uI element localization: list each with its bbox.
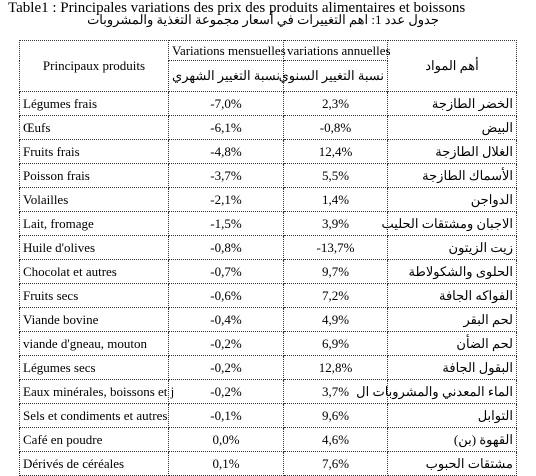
monthly-variation: 0,1% [169,452,284,476]
product-name-fr: Fruits frais [20,140,169,164]
annual-variation: 5,5% [284,164,388,188]
price-variations-table [19,40,517,476]
product-name-ar: زيت الزيتون [388,236,517,260]
monthly-variation: -7,0% [169,92,284,116]
table-body [20,92,517,476]
product-name-ar: القهوة (بن) [388,428,517,452]
monthly-variation: -0,6% [169,284,284,308]
header-row-top [20,41,517,61]
product-name-fr: Légumes secs [20,356,169,380]
annual-variation: 4,6% [284,428,388,452]
table-subtitle-arabic: جدول عدد 1: اهم التغييرات في أسعار مجموعة التغذية والمشروبات [87,12,439,27]
product-name-fr: Café en poudre [20,428,169,452]
annual-variation: 6,9% [284,332,388,356]
product-name-ar: التوابل [388,404,517,428]
header-products-fr: Principaux produits [20,41,169,92]
product-name-ar: الأسماك الطازجة [388,164,517,188]
product-name-ar: مشتقات الحبوب [388,452,517,476]
header-monthly-fr: Variations mensuelles [169,41,284,61]
table-row [20,428,517,452]
product-name-ar: لحم الضأن [388,332,517,356]
annual-variation: 3,9% [284,212,388,236]
product-name-ar: الخضر الطازجة [388,92,517,116]
monthly-variation: 0,0% [169,428,284,452]
table-row [20,284,517,308]
monthly-variation: -0,4% [169,308,284,332]
monthly-variation: -0,8% [169,236,284,260]
table-row [20,356,517,380]
annual-variation: -13,7% [284,236,388,260]
monthly-variation: -1,5% [169,212,284,236]
table-row [20,164,517,188]
product-name-fr: Légumes frais [20,92,169,116]
annual-variation: 7,6% [284,452,388,476]
header-products-ar: أهم المواد [388,41,517,92]
product-name-fr: Dérivés de céréales [20,452,169,476]
monthly-variation: -2,1% [169,188,284,212]
product-name-fr: Volailles [20,188,169,212]
table-row [20,140,517,164]
table-row [20,260,517,284]
annual-variation: 2,3% [284,92,388,116]
annual-variation: 1,4% [284,188,388,212]
product-name-ar: الماء المعدني والمشروبات ال [388,380,517,404]
monthly-variation: -0,2% [169,380,284,404]
product-name-fr: Poisson frais [20,164,169,188]
product-name-ar: البقول الجافة [388,356,517,380]
table-row [20,116,517,140]
product-name-fr: Huile d'olives [20,236,169,260]
monthly-variation: -0,2% [169,356,284,380]
annual-variation: 4,9% [284,308,388,332]
product-name-ar: لحم البقر [388,308,517,332]
header-monthly-ar: نسبة التغيير الشهري [169,61,284,92]
product-name-fr: Sels et condiments et autres [20,404,169,428]
monthly-variation: -3,7% [169,164,284,188]
product-name-ar: الحلوى والشكولاطة [388,260,517,284]
monthly-variation: -0,1% [169,404,284,428]
table-row [20,380,517,404]
monthly-variation: -6,1% [169,116,284,140]
annual-variation: 9,7% [284,260,388,284]
table-row [20,332,517,356]
table-row [20,452,517,476]
product-name-fr: Chocolat et autres [20,260,169,284]
annual-variation: 7,2% [284,284,388,308]
product-name-fr: viande d'gneau, mouton [20,332,169,356]
table-row [20,212,517,236]
product-name-fr: Fruits secs [20,284,169,308]
annual-variation: 12,4% [284,140,388,164]
annual-variation: 12,8% [284,356,388,380]
product-name-ar: الغلال الطازجة [388,140,517,164]
table-row [20,188,517,212]
table-row [20,404,517,428]
product-name-fr: Œufs [20,116,169,140]
table-title: Table1 : Principales variations des prix des produits alimentaires et boissons [8,0,466,16]
table-row [20,92,517,116]
monthly-variation: -0,2% [169,332,284,356]
table-row [20,236,517,260]
product-name-ar: الدواجن [388,188,517,212]
product-name-ar: الفواكه الجافة [388,284,517,308]
annual-variation: 9,6% [284,404,388,428]
header-annual-ar: نسبة التغيير السنوي [284,61,388,92]
product-name-ar: البيض [388,116,517,140]
product-name-fr: Lait, fromage [20,212,169,236]
product-name-fr: Viande bovine [20,308,169,332]
annual-variation: 3,7% [284,380,388,404]
product-name-fr: Eaux minérales, boissons et j [20,380,169,404]
table-row [20,308,517,332]
annual-variation: -0,8% [284,116,388,140]
product-name-ar: الاجبان ومشتقات الحليب [388,212,517,236]
header-annual-fr: variations annuelles [284,41,388,61]
monthly-variation: -0,7% [169,260,284,284]
monthly-variation: -4,8% [169,140,284,164]
